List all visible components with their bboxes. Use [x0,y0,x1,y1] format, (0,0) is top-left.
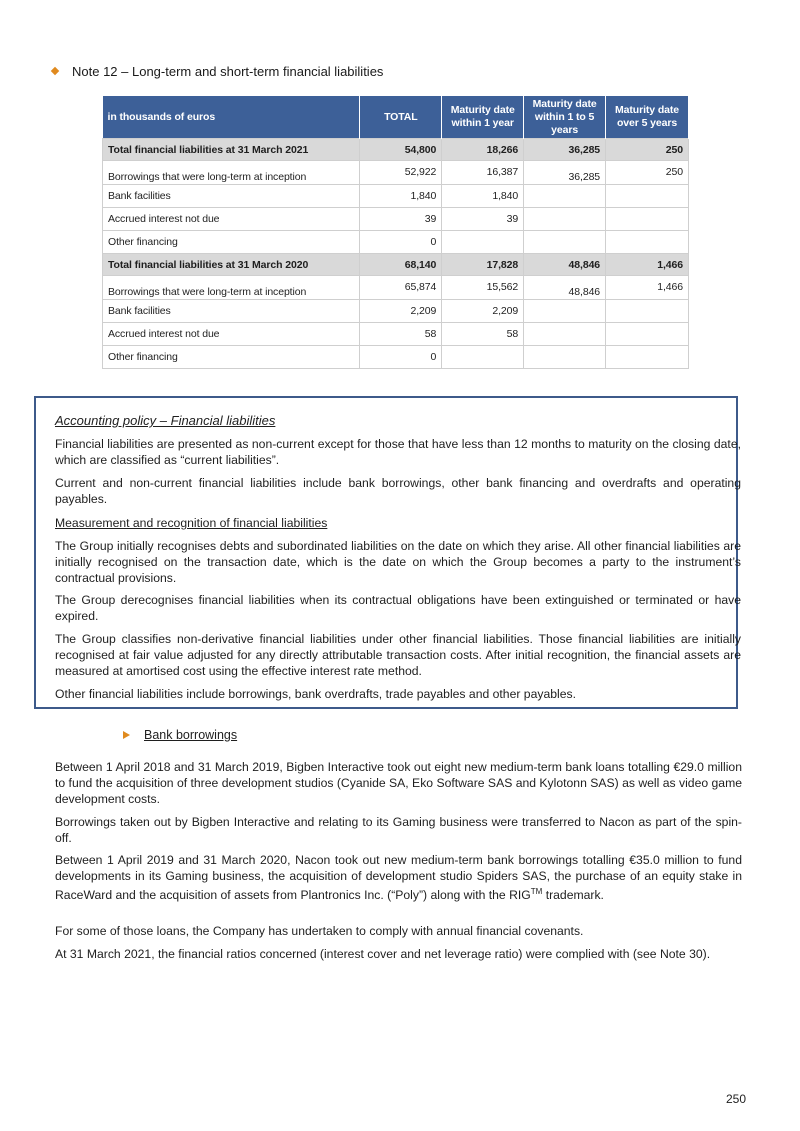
table-row [103,276,689,300]
table-cell-y5 [606,185,689,208]
header-1-to-5-years: Maturity date within 1 to 5 years [524,96,606,139]
table-cell-total: 65,874 [360,276,442,300]
table-row [103,346,689,369]
bank-paragraph-3-end: trademark. [542,888,604,903]
table-cell-label: Total financial liabilities at 31 March 2021 [103,139,360,161]
table-row [103,139,689,161]
table-cell-y5 [606,208,689,231]
table-cell-total: 0 [360,346,442,369]
table-row [103,208,689,231]
header-within-1-year: Maturity date within 1 year [442,96,524,139]
table-row [103,254,689,276]
table-cell-y5: 250 [606,161,689,185]
table-cell-y1-5 [524,185,606,208]
table-cell-label: Bank facilities [103,185,360,208]
header-total: TOTAL [360,96,442,139]
table-cell-y1 [442,231,524,254]
table-cell-total: 68,140 [360,254,442,276]
table-cell-y1-5: 48,846 [524,254,606,276]
policy-title: Accounting policy – Financial liabilities [55,413,276,428]
bank-paragraph-2: Borrowings taken out by Bigben Interactive and relating to its Gaming business were transferred to Nacon as part of the spin-off. [55,815,742,845]
table-cell-total: 58 [360,323,442,346]
table-cell-total: 54,800 [360,139,442,161]
page-number: 250 [726,1092,747,1106]
table-cell-y1: 15,562 [442,276,524,300]
table-cell-total: 39 [360,208,442,231]
bank-borrowings-label: Bank borrowings [144,728,238,742]
table-cell-label: Other financing [103,346,360,369]
header-over-5-years: Maturity date over 5 years [606,96,689,139]
table-row [103,161,689,185]
policy-paragraph-6: Other financial liabilities include borrowings, bank overdrafts, trade payables and other payables. [55,687,576,701]
table-cell-y1-5: 36,285 [524,139,606,161]
table-cell-y1: 58 [442,323,524,346]
policy-subheading: Measurement and recognition of financial liabilities [55,516,328,530]
table-cell-total: 52,922 [360,161,442,185]
bank-paragraph-3-text: Between 1 April 2019 and 31 March 2020, Nacon took out new medium-term bank borrowings totalling €35.0 million to fund developments in its Gaming business, the acquisition of development studio Spiders SAS, the purchase of an equity stake in RaceWard and the acquisition of assets from Plantronics Inc. (“Poly”) along with the RIG [55,853,742,903]
triangle-bullet-icon [123,731,130,739]
bank-paragraph-4: For some of those loans, the Company has undertaken to comply with annual financial covenants. [55,924,584,938]
bank-paragraph-5: At 31 March 2021, the financial ratios concerned (interest cover and net leverage ratio) were complied with (see Note 30). [55,947,711,961]
table-cell-y1: 16,387 [442,161,524,185]
table-cell-y5: 250 [606,139,689,161]
policy-paragraph-3: The Group initially recognises debts and subordinated liabilities on the date on which they arise. All other financial liabilities are initially recognised on the transaction date, which is the date on which the Group becomes a party to the instrument’s contractual provisions. [55,539,741,585]
policy-paragraph-5: The Group classifies non-derivative financial liabilities under other financial liabilities. Those financial liabilities are initially recognised at fair value adjusted for any directly attributable transaction costs. After initial recognition, the financial assets are measured at amortised cost using the effective interest rate method. [55,632,741,678]
financial-liabilities-table [102,96,689,369]
table-cell-y5 [606,323,689,346]
policy-paragraph-2: Current and non-current financial liabilities include bank borrowings, other bank financing and overdrafts and operating payables. [55,476,741,506]
table-cell-y5: 1,466 [606,254,689,276]
table-cell-y1-5: 36,285 [524,161,606,185]
table-cell-y1 [442,346,524,369]
note-title-text: Note 12 – Long-term and short-term financial liabilities [72,64,384,79]
table-cell-label: Borrowings that were long-term at inception [103,161,360,185]
table-cell-label: Bank facilities [103,300,360,323]
table-row [103,300,689,323]
table-cell-label: Total financial liabilities at 31 March 2020 [103,254,360,276]
table-cell-y5: 1,466 [606,276,689,300]
header-label: in thousands of euros [103,96,360,139]
bank-paragraph-1: Between 1 April 2018 and 31 March 2019, Bigben Interactive took out eight new medium-term bank loans totalling €29.0 million to fund the acquisition of three development studios (Cyanide SA, Eko Software SAS and Kylotonn SAS) as well as video game development costs. [55,760,742,806]
table-cell-y1-5 [524,346,606,369]
table-row [103,231,689,254]
diamond-bullet-icon [51,67,59,75]
trademark-superscript: TM [530,887,543,896]
bank-paragraph-3 [55,852,742,903]
table-row [103,323,689,346]
table-cell-total: 0 [360,231,442,254]
table-cell-y1: 17,828 [442,254,524,276]
table-cell-y1: 39 [442,208,524,231]
table-cell-y1-5 [524,300,606,323]
table-header-row [103,96,689,139]
table-cell-y5 [606,231,689,254]
table-cell-y1-5 [524,323,606,346]
table-cell-y1: 2,209 [442,300,524,323]
table-cell-label: Accrued interest not due [103,323,360,346]
table-row [103,185,689,208]
table-cell-y1: 1,840 [442,185,524,208]
table-cell-label: Other financing [103,231,360,254]
table-cell-y5 [606,300,689,323]
policy-paragraph-1: Financial liabilities are presented as non-current except for those that have less than 12 months to maturity on the closing date, which are classified as “current liabilities”. [55,437,741,467]
table-cell-label: Accrued interest not due [103,208,360,231]
bank-borrowings-heading [123,728,237,742]
policy-paragraph-4: The Group derecognises financial liabilities when its contractual obligations have been extinguished or terminated or have expired. [55,593,741,623]
note-title [52,64,383,79]
table-cell-total: 2,209 [360,300,442,323]
table-cell-y1-5 [524,231,606,254]
table-cell-y1-5 [524,208,606,231]
table-cell-y1: 18,266 [442,139,524,161]
table-cell-y1-5: 48,846 [524,276,606,300]
table-cell-label: Borrowings that were long-term at inception [103,276,360,300]
table-cell-y5 [606,346,689,369]
table-cell-total: 1,840 [360,185,442,208]
